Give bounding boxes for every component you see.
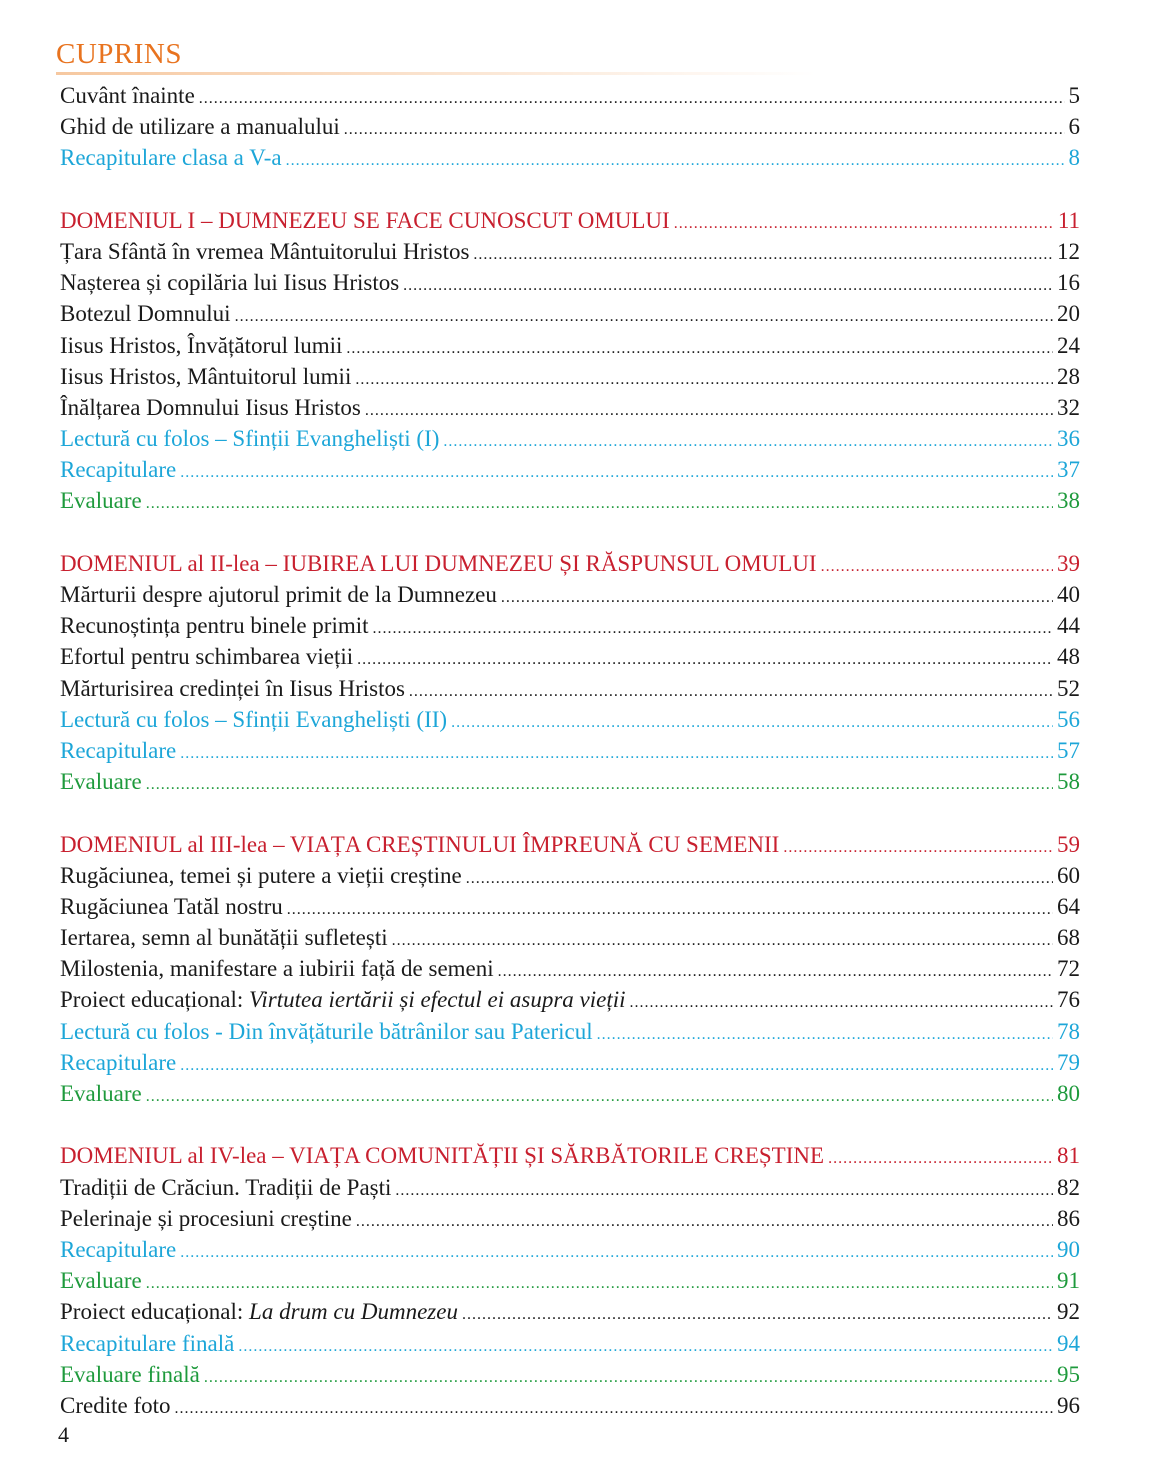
toc-entry-page: 11 <box>1057 207 1080 233</box>
dot-leader <box>498 956 1053 987</box>
toc-entry-page: 79 <box>1057 1049 1080 1075</box>
dot-leader <box>373 613 1053 644</box>
toc-entry[interactable] <box>60 1390 1080 1421</box>
toc-entry[interactable] <box>60 330 1080 361</box>
toc-entry-label: Mărturii despre ajutorul primit de la Dumnezeu <box>60 582 497 607</box>
dot-leader <box>501 582 1053 613</box>
table-of-contents <box>60 80 1080 1421</box>
dot-leader <box>466 863 1053 894</box>
toc-entry[interactable] <box>60 111 1080 142</box>
toc-entry-label: Iisus Hristos, Mântuitorul lumii <box>60 363 352 389</box>
toc-entry-page: 44 <box>1057 613 1080 639</box>
toc-entry-label: Recapitulare <box>60 1236 177 1262</box>
toc-entry-page: 92 <box>1057 1299 1080 1325</box>
toc-entry-label: Ghid de utilizare a manualului <box>60 114 340 140</box>
toc-entry-label: Rugăciunea, temei și putere a vieții creștine <box>60 862 462 888</box>
toc-entry[interactable] <box>60 1296 1080 1327</box>
toc-entry[interactable] <box>60 1265 1080 1296</box>
toc-entry-page: 81 <box>1057 1143 1080 1169</box>
toc-entry-page: 52 <box>1057 675 1080 701</box>
toc-entry[interactable] <box>60 984 1080 1015</box>
toc-entry[interactable] <box>60 579 1080 610</box>
dot-leader <box>356 1206 1053 1237</box>
toc-entry-page: 60 <box>1057 862 1080 888</box>
toc-entry-label: DOMENIUL I – DUMNEZEU SE FACE CUNOSCUT OMULUI <box>60 207 670 233</box>
dot-leader <box>443 426 1053 457</box>
toc-entry[interactable] <box>60 392 1080 423</box>
dot-leader <box>346 333 1053 364</box>
toc-entry-label: Lectură cu folos - Din învățăturile bătrânilor sau Patericul <box>60 1018 593 1044</box>
toc-entry-page: 38 <box>1057 488 1080 514</box>
toc-entry-label: Evaluare finală <box>60 1361 200 1387</box>
toc-entry-label: DOMENIUL al III-lea – VIAȚA CREȘTINULUI ÎMPREUNĂ CU SEMENII <box>60 831 780 857</box>
toc-entry-page: 39 <box>1057 550 1080 576</box>
toc-entry-page: 91 <box>1057 1268 1080 1294</box>
dot-leader <box>180 1237 1053 1268</box>
dot-leader <box>597 1019 1053 1050</box>
toc-entry-label: Țara Sfântă în vremea Mântuitorului Hristos <box>60 238 470 264</box>
toc-entry-page: 8 <box>1068 145 1080 171</box>
toc-entry[interactable] <box>60 891 1080 922</box>
section-spacer <box>60 174 1080 205</box>
toc-entry-page: 59 <box>1057 831 1080 857</box>
toc-entry-page: 94 <box>1057 1330 1080 1356</box>
toc-entry[interactable] <box>60 766 1080 797</box>
toc-entry-page: 32 <box>1057 394 1080 420</box>
toc-entry-label: Mărturisirea credinței în Iisus Hristos <box>60 675 405 701</box>
dot-leader <box>235 301 1053 332</box>
toc-entry-label: Tradiții de Crăciun. Tradiții de Paști <box>60 1174 392 1200</box>
toc-entry[interactable] <box>60 1359 1080 1390</box>
toc-entry-label: DOMENIUL al IV-lea – VIAȚA COMUNITĂȚII ȘI SĂRBĂTORILE CREȘTINE <box>60 1143 825 1169</box>
toc-entry[interactable] <box>60 298 1080 329</box>
toc-entry-label: Milostenia, manifestare a iubirii față de semeni <box>60 956 494 982</box>
dot-leader <box>821 551 1053 582</box>
toc-entry[interactable] <box>60 1203 1080 1234</box>
toc-entry[interactable] <box>60 922 1080 953</box>
page-title: CUPRINS <box>56 38 182 70</box>
toc-entry-page: 28 <box>1057 363 1080 389</box>
toc-entry[interactable] <box>60 267 1080 298</box>
section-spacer <box>60 1109 1080 1140</box>
toc-entry-page: 78 <box>1057 1018 1080 1044</box>
dot-leader <box>344 114 1065 145</box>
toc-entry[interactable] <box>60 860 1080 891</box>
toc-entry[interactable] <box>60 236 1080 267</box>
toc-entry-label: Proiect educațional: Virtutea iertării și efectul ei asupra vieții <box>60 987 626 1013</box>
dot-leader <box>357 644 1053 675</box>
toc-entry[interactable] <box>60 610 1080 641</box>
toc-entry[interactable] <box>60 1016 1080 1047</box>
toc-entry[interactable] <box>60 454 1080 485</box>
toc-entry[interactable] <box>60 1078 1080 1109</box>
toc-entry-page: 68 <box>1057 925 1080 951</box>
dot-leader <box>238 1331 1053 1362</box>
toc-entry-label: Evaluare <box>60 1081 142 1106</box>
toc-entry[interactable] <box>60 1328 1080 1359</box>
title-underline <box>56 72 816 75</box>
toc-entry-label: Recapitulare <box>60 457 177 483</box>
toc-entry-label: Recapitulare finală <box>60 1330 235 1356</box>
toc-entry-label: Iertarea, semn al bunătății sufletești <box>60 925 388 951</box>
toc-entry-label: Recunoștința pentru binele primit <box>60 613 369 639</box>
toc-entry[interactable] <box>60 142 1080 173</box>
toc-entry-page: 5 <box>1068 83 1080 108</box>
toc-entry-label: Recapitulare clasa a V-a <box>60 145 282 171</box>
toc-entry-page: 6 <box>1068 114 1080 140</box>
toc-entry-page: 12 <box>1057 238 1080 264</box>
dot-leader <box>146 1081 1053 1112</box>
toc-entry-page: 16 <box>1057 270 1080 296</box>
toc-entry-page: 58 <box>1057 769 1080 795</box>
page-number: 4 <box>58 1422 69 1447</box>
toc-entry-label: Iisus Hristos, Învățătorul lumii <box>60 332 343 358</box>
toc-entry-page: 24 <box>1057 332 1080 358</box>
dot-leader <box>287 894 1053 925</box>
toc-entry-label: Evaluare <box>60 488 142 514</box>
dot-leader <box>286 145 1065 176</box>
section-spacer <box>60 797 1080 828</box>
toc-entry[interactable] <box>60 80 1080 111</box>
toc-entry[interactable] <box>60 423 1080 454</box>
toc-entry-page: 72 <box>1057 956 1080 982</box>
dot-leader <box>630 987 1053 1018</box>
dot-leader <box>180 457 1053 488</box>
toc-entry-label: Proiect educațional: La drum cu Dumnezeu <box>60 1299 458 1325</box>
dot-leader <box>199 83 1065 114</box>
dot-leader <box>674 208 1054 239</box>
toc-entry-label: DOMENIUL al II-lea – IUBIREA LUI DUMNEZEU ȘI RĂSPUNSUL OMULUI <box>60 550 817 576</box>
toc-entry[interactable] <box>60 641 1080 672</box>
dot-leader <box>473 239 1053 270</box>
toc-section-heading[interactable] <box>60 205 1080 236</box>
dot-leader <box>175 1393 1054 1424</box>
toc-entry-page: 86 <box>1057 1205 1080 1231</box>
toc-entry[interactable] <box>60 1234 1080 1265</box>
dot-leader <box>395 1175 1053 1206</box>
dot-leader <box>355 364 1053 395</box>
toc-entry-label: Efortul pentru schimbarea vieții <box>60 644 354 670</box>
toc-entry-page: 76 <box>1057 987 1080 1013</box>
toc-entry-label: Lectură cu folos – Sfinții Evangheliști (II) <box>60 706 448 732</box>
dot-leader <box>403 270 1053 301</box>
toc-entry-label: Lectură cu folos – Sfinții Evangheliști (I) <box>60 426 440 452</box>
toc-entry[interactable] <box>60 673 1080 704</box>
toc-entry-page: 36 <box>1057 426 1080 452</box>
toc-entry[interactable] <box>60 735 1080 766</box>
dot-leader <box>783 832 1053 863</box>
toc-entry-page: 95 <box>1057 1361 1080 1387</box>
toc-section-heading[interactable] <box>60 1140 1080 1171</box>
toc-entry-label: Evaluare <box>60 769 142 795</box>
toc-entry-label: Nașterea și copilăria lui Iisus Hristos <box>60 270 400 296</box>
toc-entry-page: 96 <box>1057 1392 1080 1418</box>
dot-leader <box>146 488 1053 519</box>
dot-leader <box>146 769 1053 800</box>
dot-leader <box>146 1268 1053 1299</box>
dot-leader <box>365 395 1053 426</box>
toc-entry-page: 56 <box>1057 706 1080 732</box>
toc-entry-label: Recapitulare <box>60 1049 177 1075</box>
toc-entry-label: Înălțarea Domnului Iisus Hristos <box>60 394 361 420</box>
toc-entry[interactable] <box>60 361 1080 392</box>
toc-entry-page: 40 <box>1057 582 1080 607</box>
toc-entry-label: Pelerinaje și procesiuni creștine <box>60 1205 352 1231</box>
dot-leader <box>451 707 1053 738</box>
toc-entry-label: Recapitulare <box>60 737 177 763</box>
toc-entry-label: Botezul Domnului <box>60 301 231 327</box>
toc-entry-page: 57 <box>1057 737 1080 763</box>
section-spacer <box>60 517 1080 548</box>
toc-entry[interactable] <box>60 953 1080 984</box>
toc-entry-page: 82 <box>1057 1174 1080 1200</box>
dot-leader <box>204 1362 1053 1393</box>
dot-leader <box>180 1050 1053 1081</box>
toc-entry-label: Rugăciunea Tatăl nostru <box>60 893 283 919</box>
toc-entry[interactable] <box>60 485 1080 516</box>
toc-entry-page: 90 <box>1057 1236 1080 1262</box>
toc-section-heading[interactable] <box>60 829 1080 860</box>
toc-entry-page: 37 <box>1057 457 1080 483</box>
toc-entry[interactable] <box>60 1047 1080 1078</box>
toc-entry-page: 80 <box>1057 1081 1080 1106</box>
dot-leader <box>409 676 1053 707</box>
dot-leader <box>180 738 1053 769</box>
dot-leader <box>392 925 1053 956</box>
toc-entry-page: 48 <box>1057 644 1080 670</box>
toc-entry-label: Cuvânt înainte <box>60 83 195 108</box>
toc-section-heading[interactable] <box>60 548 1080 579</box>
dot-leader <box>462 1299 1053 1330</box>
toc-entry-label: Credite foto <box>60 1392 171 1418</box>
dot-leader <box>828 1143 1053 1174</box>
toc-entry[interactable] <box>60 704 1080 735</box>
toc-entry-label: Evaluare <box>60 1268 142 1294</box>
toc-entry-page: 64 <box>1057 893 1080 919</box>
toc-entry-page: 20 <box>1057 301 1080 327</box>
toc-entry[interactable] <box>60 1172 1080 1203</box>
